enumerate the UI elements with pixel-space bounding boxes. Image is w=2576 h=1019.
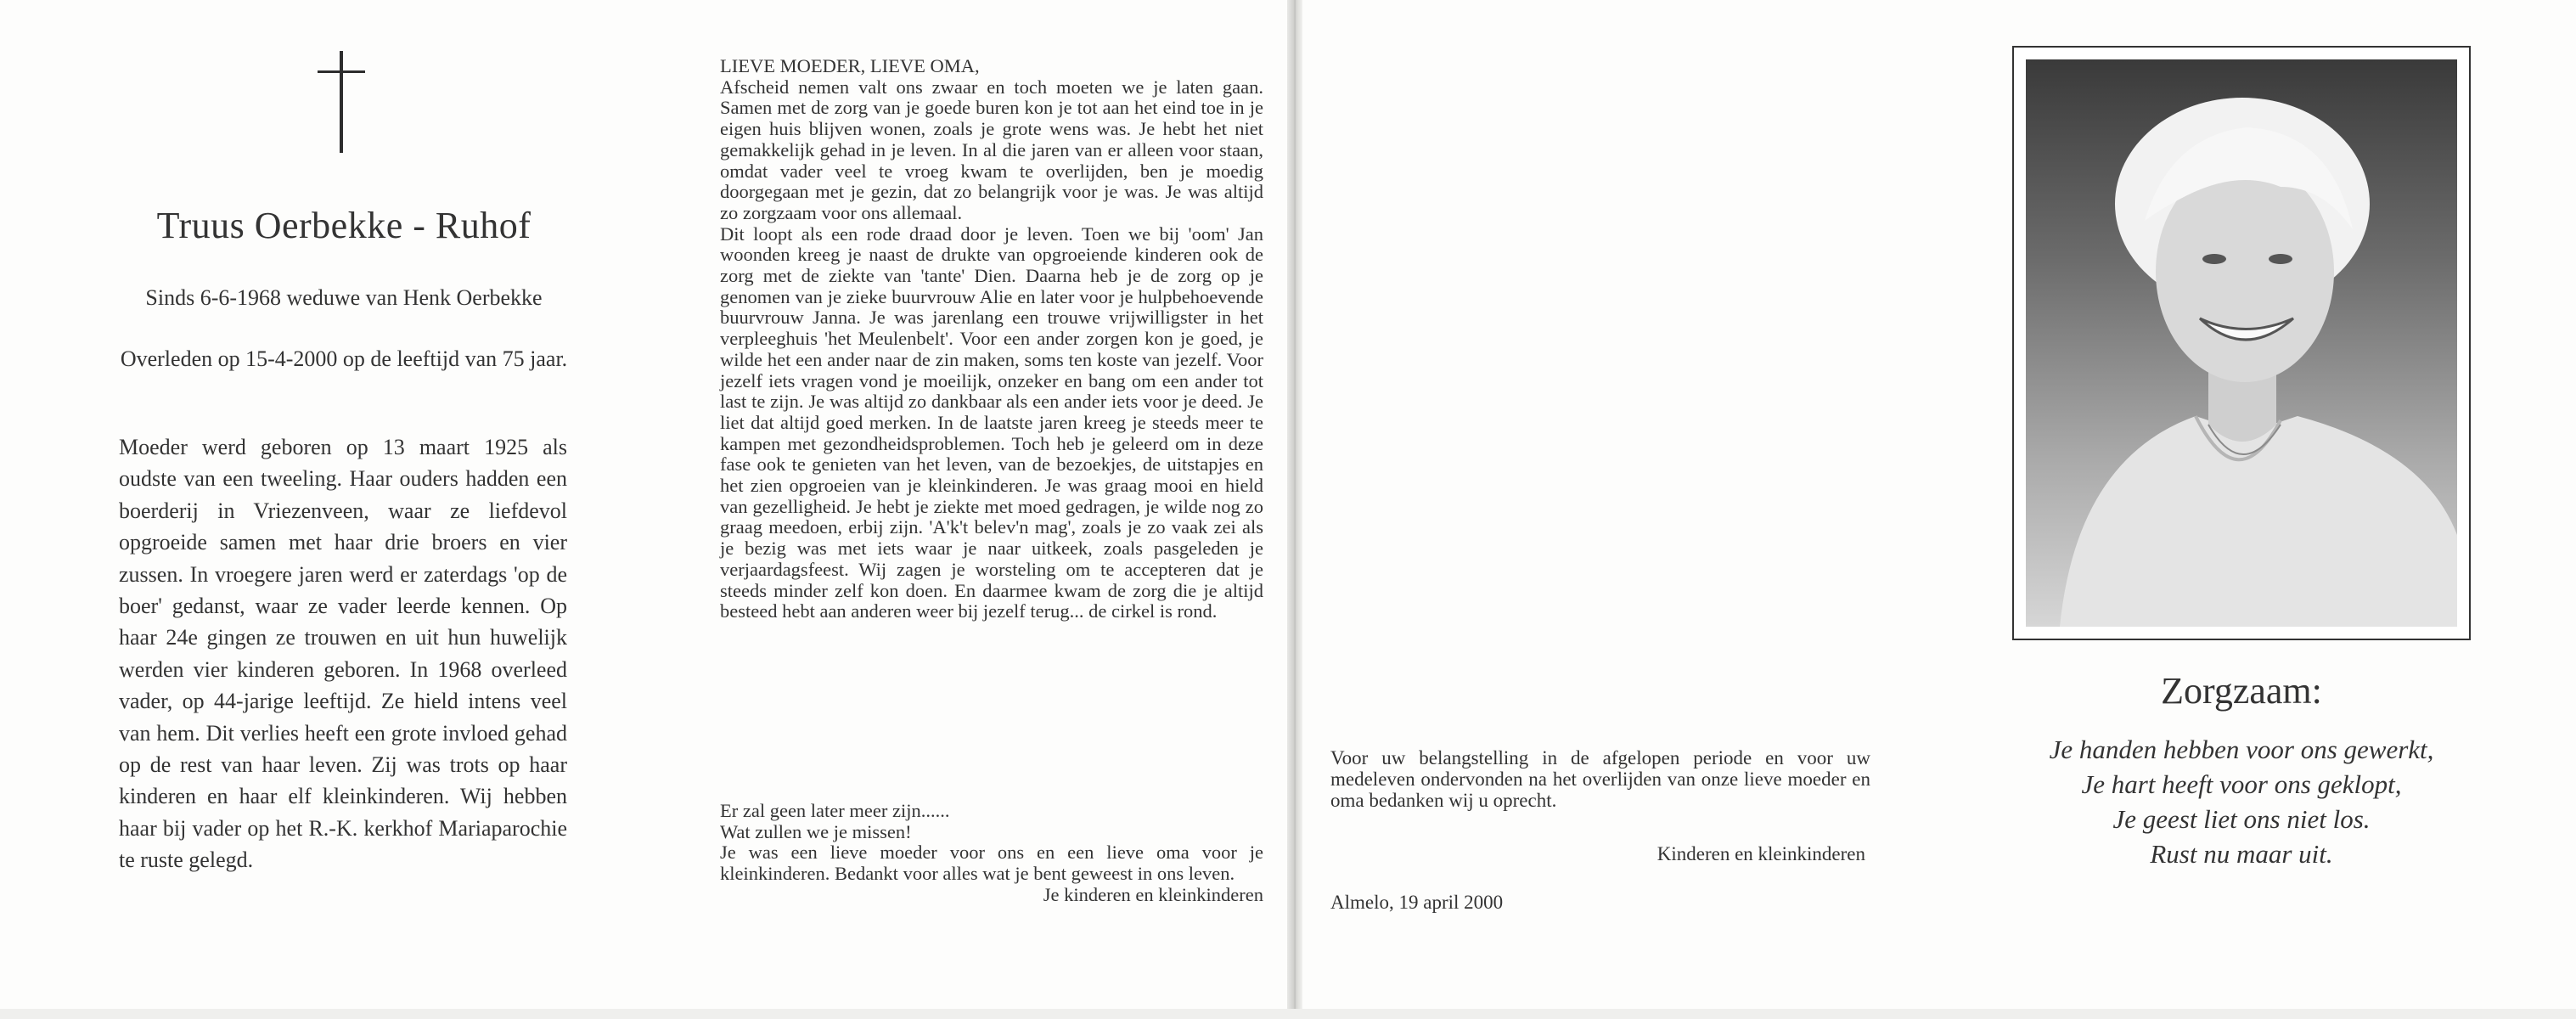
thanks-signature: Kinderen en kleinkinderen — [1656, 843, 1865, 864]
closing-line: Wat zullen we je missen! — [720, 820, 912, 842]
closing-paragraph: Je was een lieve moeder voor ons en een lieve oma voor je kleinkinderen. Bedankt voor alles wat je bent geweest in ons leven. — [720, 842, 1263, 885]
motto-poem — [1978, 732, 2505, 871]
thanks-text: Voor uw belangstelling in de afgelopen periode en voor uw medeleven ondervonden na het overlijden van onze lieve moeder en oma bedanken wij u oprecht. — [1330, 747, 1870, 811]
letter-paragraph: Afscheid nemen valt ons zwaar en toch moeten we je laten gaan. Samen met de zorg van je goede buren kon je tot aan het eind toe in je eigen huis blijven wonen, zoals je grote wens was. Je hebt het niet gemakkelijk gehad in je leven. In al die jaren van er alleen voor staan, omdat vader veel te vroeg kwam te overlijden, ben je moedig doorgegaan met je gezin, dat zo belangrijk voor je was. Je was altijd zo zorgzaam voor ons allemaal. — [720, 76, 1263, 223]
letter-salutation: LIEVE MOEDER, LIEVE OMA, — [720, 55, 980, 76]
motto-line: Je geest liet ons niet los. — [2112, 804, 2371, 834]
death-line: Overleden op 15-4-2000 op de leeftijd van 75 jaar. — [120, 346, 568, 371]
letter-closing — [720, 801, 1263, 906]
motto-title: Zorgzaam: — [2161, 670, 2322, 712]
card-fold — [1287, 0, 1302, 1019]
cross-icon-bar — [318, 70, 365, 73]
biography-text: Moeder werd geboren op 13 maart 1925 als oudste van een tweeling. Haar ouders hadden een boerderij in Vriezenveen, waar ze liefdevol opgroeide samen met haar drie broers en vier zussen. In vroegere jaren werd er zaterdags 'op de boer' gedanst, waar ze vader leerde kennen. Op haar 24e gingen ze trouwen en uit hun huwelijk werden vier kinderen geboren. In 1968 overleed vader, op 44-jarige leeftijd. Ze hield intens veel van hem. Dit verlies heeft een grote invloed gehad op de rest van haar leven. Zij was trots op haar kinderen en haar elf kleinkinderen. Wij hebben haar bij vader op het R.-K. kerkhof Mariaparochie te ruste gelegd. — [119, 435, 567, 873]
letter-text — [720, 56, 1263, 622]
motto-line: Je hart heeft voor ons geklopt, — [2081, 769, 2402, 799]
card-bottom-edge — [0, 1009, 2576, 1019]
place-date: Almelo, 19 april 2000 — [1330, 892, 1504, 913]
thanks-panel — [1299, 0, 1944, 1019]
deceased-name: Truus Oerbekke - Ruhof — [156, 205, 532, 246]
motto-line: Rust nu maar uit. — [2150, 839, 2333, 869]
portrait-illustration — [2026, 59, 2457, 627]
motto-line: Je handen hebben voor ons gewerkt, — [2049, 735, 2434, 764]
widow-line: Sinds 6-6-1968 weduwe van Henk Oerbekke — [145, 285, 543, 310]
cross-icon — [340, 51, 343, 153]
letter-signature: Je kinderen en kleinkinderen — [1043, 883, 1263, 905]
letter-paragraph: Dit loopt als een rode draad door je leven. Toen we bij 'oom' Jan woonden kreeg je naast de drukte van opgroeiende kinderen ook de zorg met de ziekte van 'tante' Dien. Daarna heb je de zorg op je genomen van je zieke buurvrouw Alie en later voor je hulpbehoevende buurvrouw Janna. Je was jarenlang een trouwe vrijwilligster in het verpleeghuis 'het Meulenbelt'. Voor een ander zorgen kon je goed, je wilde het een ander naar de zin maken, soms ten koste van jezelf. Voor jezelf iets vragen vond je moeilijk, onzeker en bang om een ander tot last te zijn. Je was altijd zo dankbaar als een ander iets voor je deed. Je liet dat altijd goed merken. In de laatste jaren kreeg je steeds meer te kampen met gezondheidsproblemen. Toch heb je geleerd om in deze fase ook te genieten van het leven, van de bezoekjes, de uitstapjes en het zien opgroeien van je kleinkinderen. Je was graag mooi en hield van gezelligheid. Je hebt je ziekte met moed gedragen, je wilde nog zo graag meedoen, erbij zijn. 'A'k't belev'n mag', zoals je zo vaak zei als je bezig was met iets waar je naar uitkeek, zoals pasgeleden je verjaardagsfeest. Wij zagen je worsteling om te accepteren dat je steeds minder zelf kon doen. En daarmee kwam de zorg die je altijd besteed hebt aan anderen weer bij jezelf terug... de cirkel is rond. — [720, 222, 1263, 622]
closing-line: Er zal geen later meer zijn...... — [720, 800, 950, 821]
portrait-frame — [2012, 46, 2471, 640]
portrait-photo — [2026, 59, 2457, 627]
